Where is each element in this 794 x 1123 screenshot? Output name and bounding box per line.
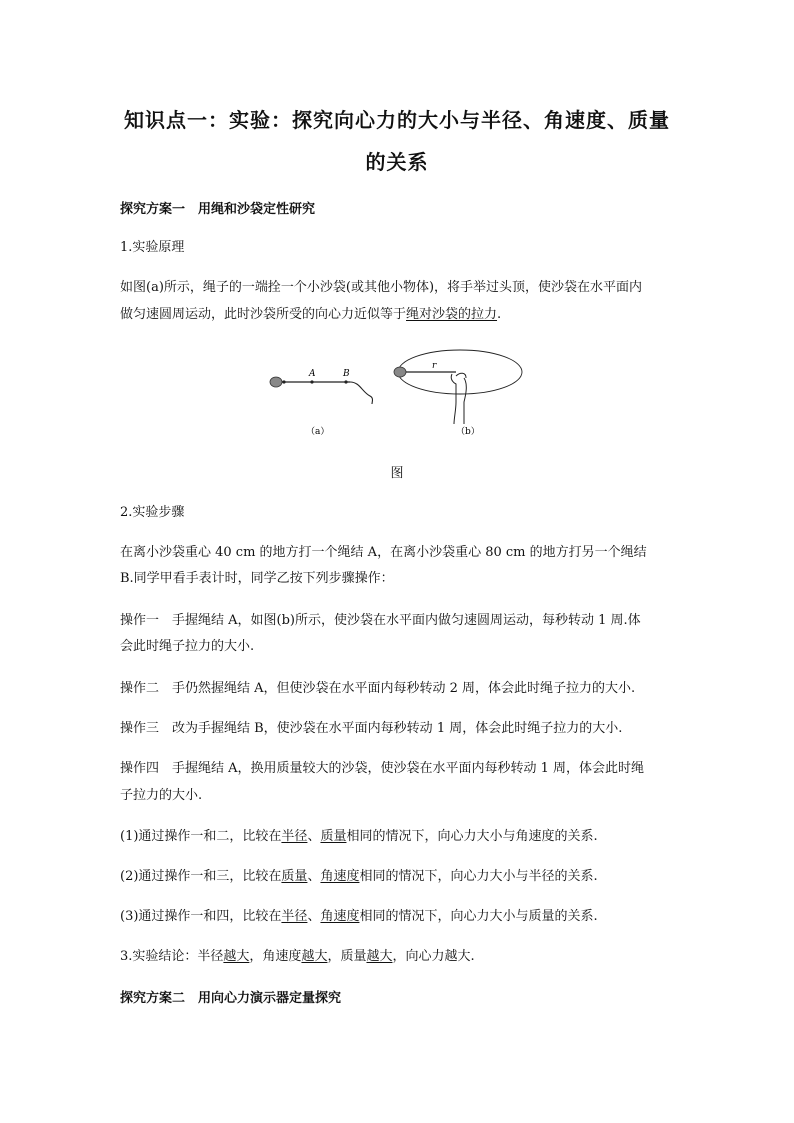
- rope-end: [350, 382, 373, 404]
- comparison-3: [120, 908, 690, 925]
- conclusion-mid-2: ，质量: [327, 949, 367, 964]
- comparison-1-tail: 相同的情况下，向心力大小与角速度的关系.: [346, 829, 598, 844]
- comparison-2-blank-1: 质量: [281, 869, 308, 884]
- comparison-2-tail: 相同的情况下，向心力大小与半径的关系.: [359, 869, 598, 884]
- operation-1-line1: 操作一 手握绳结 A，如图(b)所示，使沙袋在水平面内做匀速圆周运动，每秒转动 1 周.体: [120, 613, 641, 628]
- figure-sandbag-rope: [260, 344, 540, 444]
- principle-paragraph-line1: 如图(a)所示，绳子的一端拴一个小沙袋(或其他小物体)，将手举过头顶，使沙袋在水平面内: [120, 280, 643, 295]
- comparison-1-blank-1: 半径: [281, 829, 308, 844]
- comparison-3-separator: 、: [307, 909, 321, 924]
- principle-heading: 1.实验原理: [120, 240, 185, 255]
- sandbag-b-icon: [394, 367, 406, 377]
- conclusion-blank-3: 越大: [366, 949, 393, 964]
- hand-icon: [451, 373, 466, 424]
- comparison-3-blank-1: 半径: [281, 909, 308, 924]
- conclusion-tail: ，向心力越大.: [392, 949, 475, 964]
- operation-3: 操作三 改为手握绳结 B，使沙袋在水平面内每秒转动 1 周，体会此时绳子拉力的大小.: [120, 721, 623, 736]
- comparison-1-blank-2: 质量: [320, 829, 347, 844]
- operation-1-line2: 会此时绳子拉力的大小.: [120, 639, 255, 654]
- comparison-3-blank-2: 角速度: [320, 909, 360, 924]
- figure-b-label: （b）: [456, 427, 480, 437]
- radius-label: r: [432, 361, 437, 371]
- knot-a-label: A: [309, 369, 316, 379]
- knot-a-dot: [310, 380, 313, 383]
- principle-paragraph-line2: [120, 306, 690, 323]
- figure-a-label: （a）: [306, 427, 330, 437]
- principle-period: .: [497, 307, 502, 322]
- comparison-2-separator: 、: [307, 869, 321, 884]
- steps-intro-line2: B.同学甲看手表计时，同学乙按下列步骤操作：: [120, 571, 394, 586]
- comparison-3-tail: 相同的情况下，向心力大小与质量的关系.: [359, 909, 598, 924]
- knot-b-label: B: [343, 369, 350, 379]
- figure-b: [394, 350, 522, 437]
- scheme2-heading: 探究方案二 用向心力演示器定量探究: [120, 991, 342, 1006]
- conclusion-mid-1: ，角速度: [249, 949, 302, 964]
- page-title-continued: 的关系: [365, 150, 429, 174]
- conclusion-blank-1: 越大: [223, 949, 250, 964]
- comparison-1-separator: 、: [307, 829, 321, 844]
- steps-heading: 2.实验步骤: [120, 505, 185, 520]
- comparison-1-text: (1)通过操作一和二，比较在: [120, 829, 282, 844]
- comparison-1: [120, 828, 690, 845]
- sandbag-icon: [270, 377, 282, 387]
- knot-b-dot: [344, 380, 347, 383]
- page-title: 知识点一：实验：探究向心力的大小与半径、角速度、质量: [124, 108, 670, 132]
- scheme1-heading: 探究方案一 用绳和沙袋定性研究: [120, 202, 316, 217]
- figure-a: [270, 369, 373, 437]
- comparison-2: [120, 868, 690, 885]
- conclusion-blank-2: 越大: [301, 949, 328, 964]
- conclusion: [120, 948, 690, 965]
- operation-4-line1: 操作四 手握绳结 A，换用质量较大的沙袋，使沙袋在水平面内每秒转动 1 周，体会此时绳: [120, 761, 645, 776]
- operation-4-line2: 子拉力的大小.: [120, 788, 203, 803]
- conclusion-text: 3.实验结论：半径: [120, 949, 224, 964]
- comparison-2-text: (2)通过操作一和三，比较在: [120, 869, 282, 884]
- comparison-2-blank-2: 角速度: [320, 869, 360, 884]
- principle-answer-underlined: 绳对沙袋的拉力: [406, 307, 498, 322]
- knot-dot: [282, 380, 285, 383]
- operation-2: 操作二 手仍然握绳结 A，但使沙袋在水平面内每秒转动 2 周，体会此时绳子拉力的大小.: [120, 681, 636, 696]
- comparison-3-text: (3)通过操作一和四，比较在: [120, 909, 282, 924]
- principle-text: 做匀速圆周运动，此时沙袋所受的向心力近似等于: [120, 307, 407, 322]
- figure-caption: 图: [390, 466, 404, 481]
- steps-intro-line1: 在离小沙袋重心 40 cm 的地方打一个绳结 A，在离小沙袋重心 80 cm 的地方打另一个绳结: [120, 545, 647, 560]
